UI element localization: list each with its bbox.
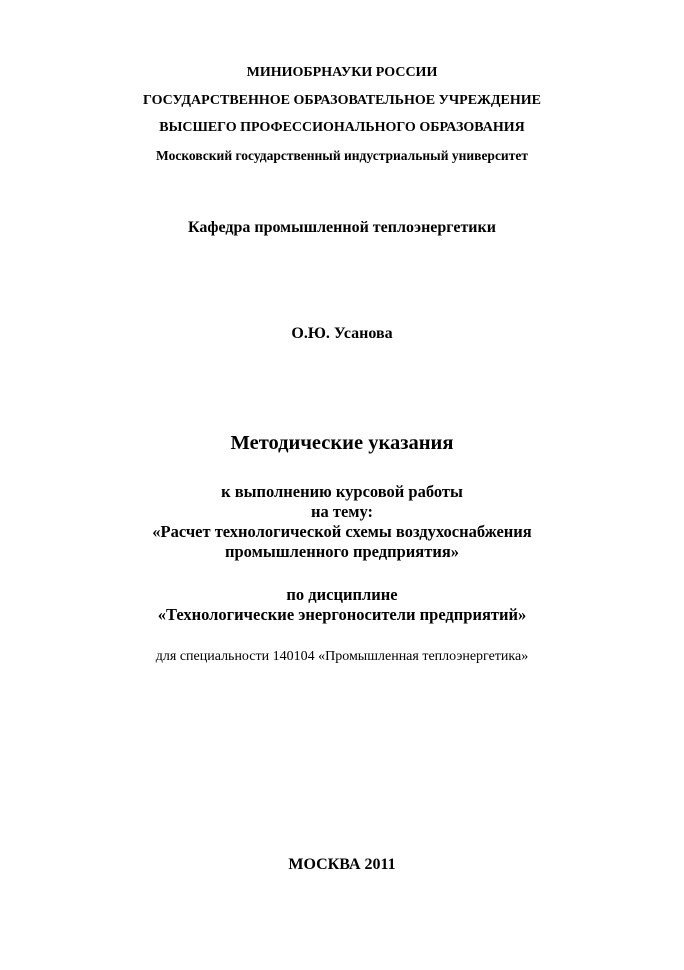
institution-line-2: ВЫСШЕГО ПРОФЕССИОНАЛЬНОГО ОБРАЗОВАНИЯ	[159, 120, 525, 135]
document-title: Методические указания	[230, 432, 454, 454]
subtitle-line-1: к выполнению курсовой работы	[221, 482, 463, 501]
university-name: Московский государственный индустриальный университет	[156, 148, 528, 163]
city-year: МОСКВА 2011	[288, 856, 396, 873]
discipline-name: «Технологические энергоносители предприятий»	[157, 605, 527, 624]
topic-line-2: промышленного предприятия»	[224, 542, 459, 561]
author-name: О.Ю. Усанова	[291, 325, 393, 342]
subtitle-line-2: на тему:	[310, 502, 374, 521]
institution-line-1: ГОСУДАРСТВЕННОЕ ОБРАЗОВАТЕЛЬНОЕ УЧРЕЖДЕНИЕ	[143, 93, 541, 108]
department-name: Кафедра промышленной теплоэнергетики	[188, 219, 496, 236]
ministry-line: МИНИОБРНАУКИ РОССИИ	[246, 65, 438, 80]
specialty-line: для специальности 140104 «Промышленная теплоэнергетика»	[155, 649, 529, 664]
discipline-label: по дисциплине	[286, 585, 398, 604]
topic-line-1: «Расчет технологической схемы воздухоснабжения	[152, 522, 532, 541]
